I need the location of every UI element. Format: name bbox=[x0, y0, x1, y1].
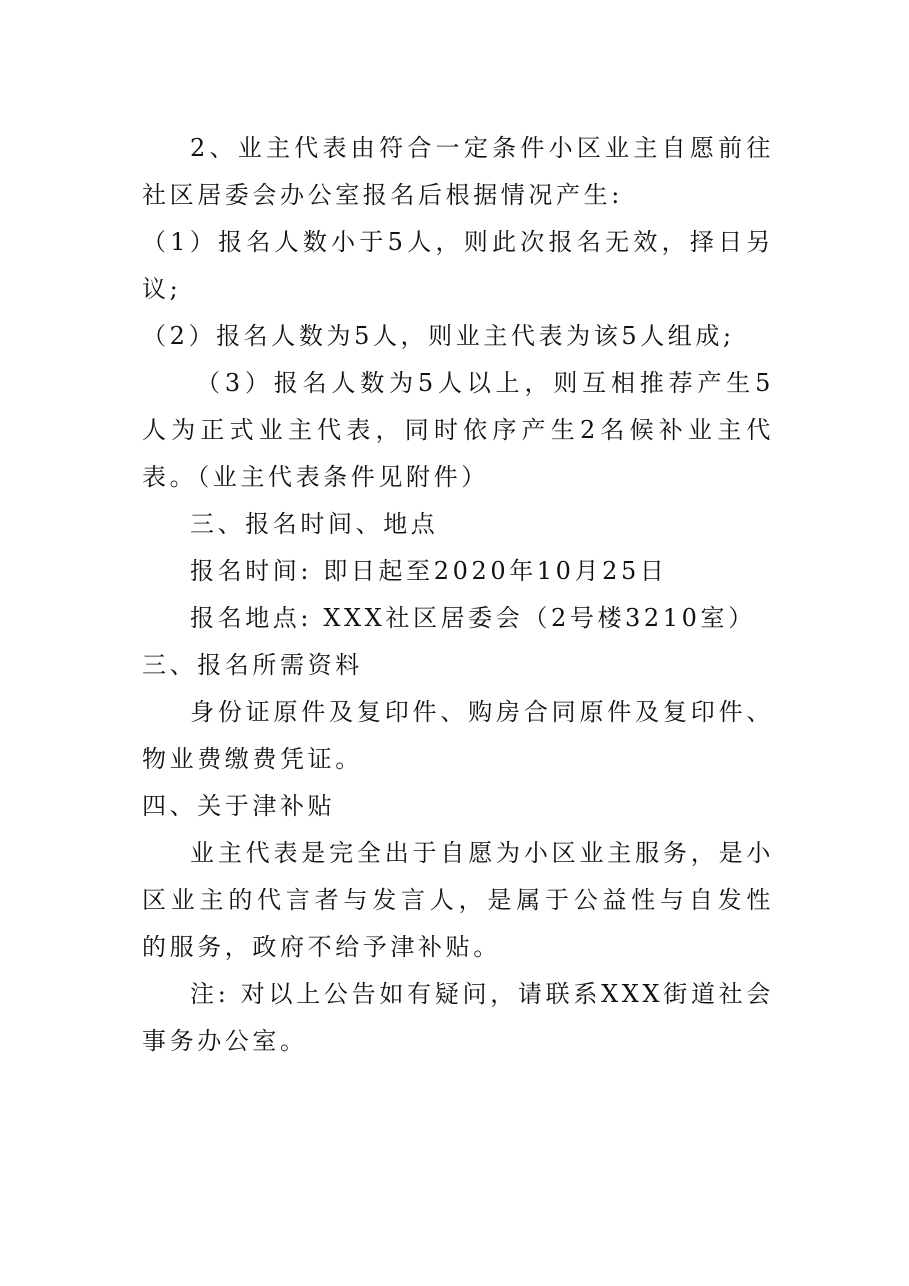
paragraph-required-materials: 身份证原件及复印件、购房合同原件及复印件、物业费缴费凭证。 bbox=[142, 698, 774, 773]
paragraph-item-2: （2）报名人数为5人，则业主代表为该5人组成; bbox=[142, 322, 735, 350]
heading-required-materials: 三、报名所需资料 bbox=[142, 651, 363, 679]
heading-allowance: 四、关于津补贴 bbox=[142, 792, 336, 820]
heading-registration-time-place: 三、报名时间、地点 bbox=[190, 510, 439, 538]
paragraph-item-1: （1）报名人数小于5人，则此次报名无效，择日另议; bbox=[142, 228, 774, 303]
document-body bbox=[142, 125, 774, 1065]
paragraph-allowance: 业主代表是完全出于自愿为小区业主服务，是小区业主的代言者与发言人，是属于公益性与自发性的服务，政府不给予津补贴。 bbox=[142, 839, 774, 961]
paragraph-registration-place: 报名地点: XXX社区居委会（2号楼3210室） bbox=[190, 604, 756, 632]
paragraph-owner-rep-conditions: 2、业主代表由符合一定条件小区业主自愿前往社区居委会办公室报名后根据情况产生: bbox=[142, 134, 774, 209]
paragraph-registration-time: 报名时间: 即日起至2020年10月25日 bbox=[190, 557, 668, 585]
paragraph-note: 注: 对以上公告如有疑问，请联系XXX街道社会事务办公室。 bbox=[142, 980, 774, 1055]
paragraph-item-3: （3）报名人数为5人以上，则互相推荐产生5人为正式业主代表，同时依序产生2名候补业主代表。（业主代表条件见附件） bbox=[142, 369, 774, 491]
